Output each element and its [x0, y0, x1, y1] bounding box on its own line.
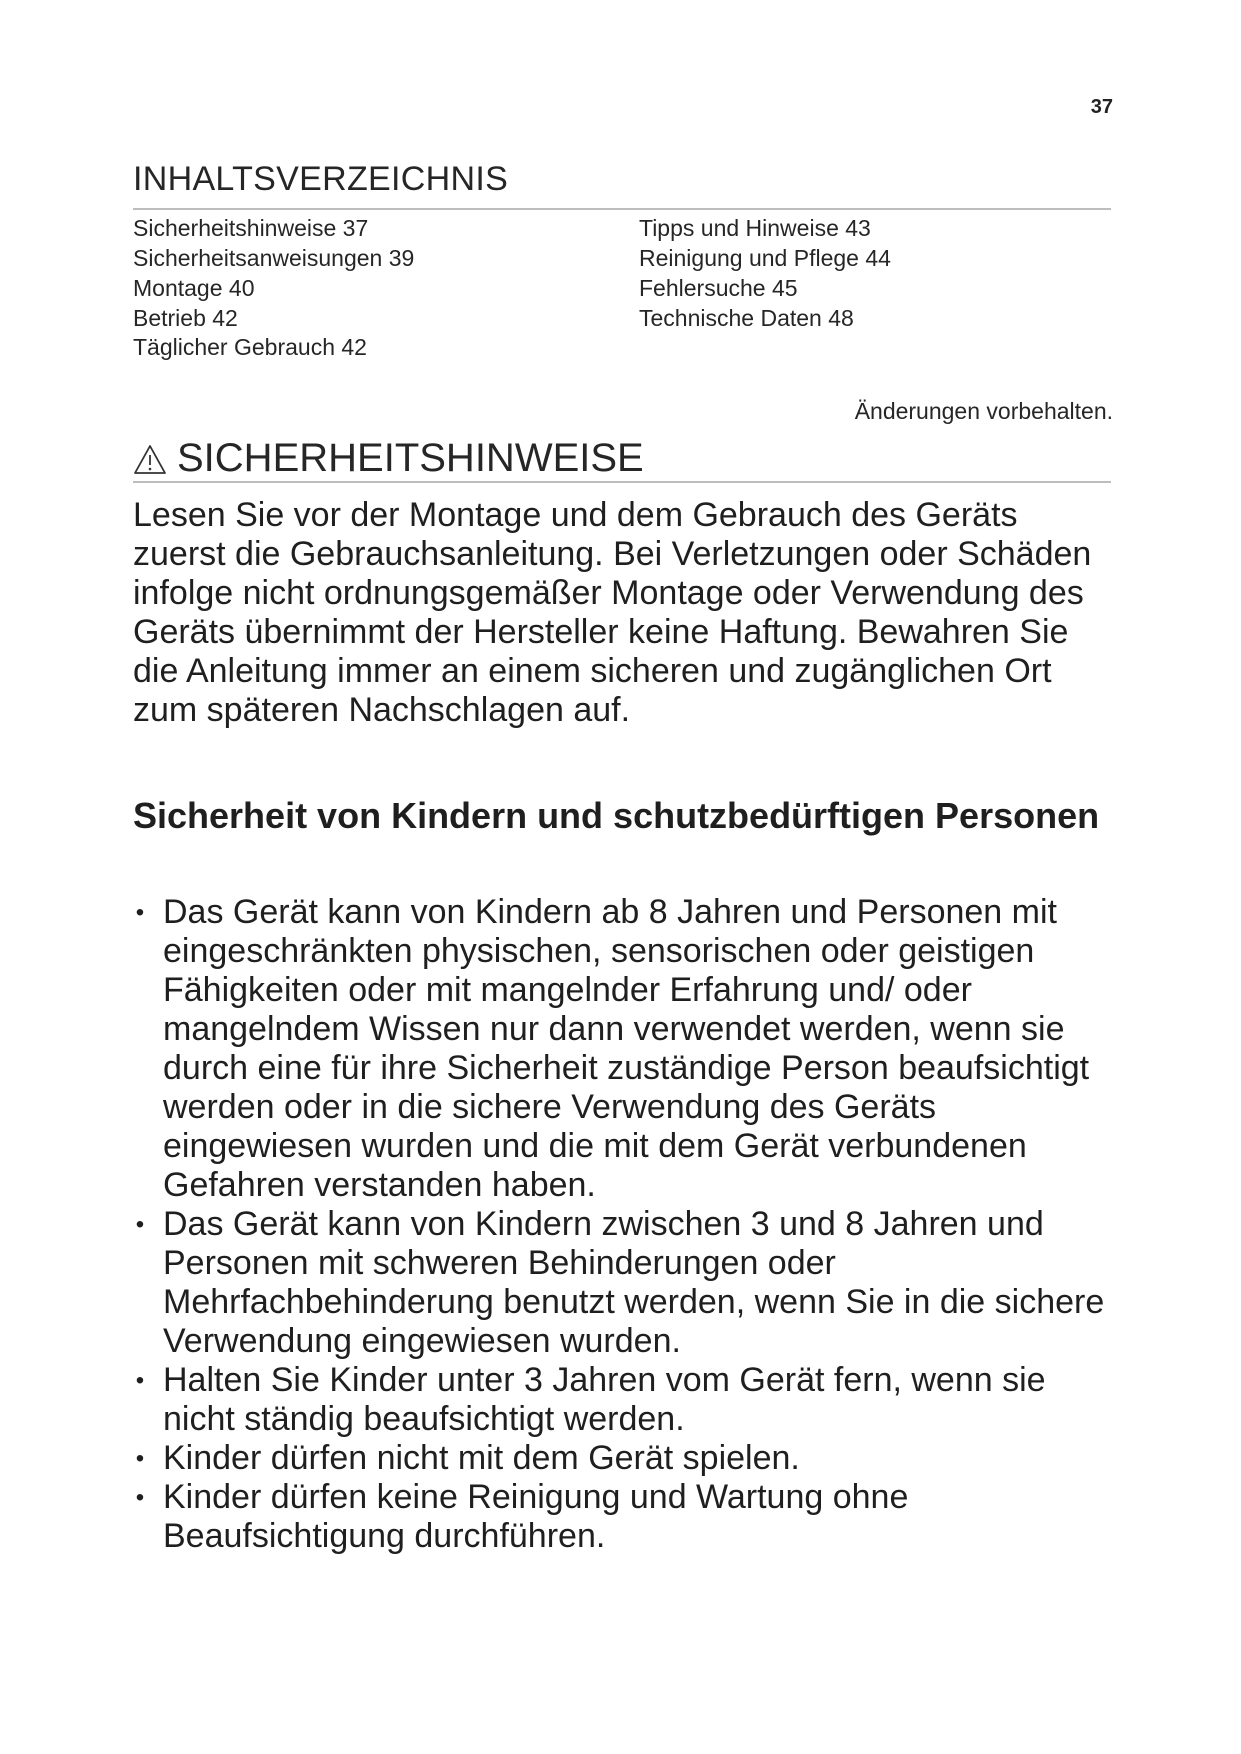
list-item	[133, 1205, 1118, 1361]
toc-entry: Sicherheitshinweise 37	[133, 215, 369, 241]
toc-entry: Fehlersuche 45	[639, 275, 798, 301]
toc-entry: Tipps und Hinweise 43	[639, 215, 871, 241]
toc-title: INHALTSVERZEICHNIS	[133, 160, 509, 198]
list-item-text: Kinder dürfen nicht mit dem Gerät spielen.	[163, 1439, 800, 1477]
warning-triangle-icon	[133, 444, 167, 475]
bullet-icon: •	[135, 1367, 145, 1394]
list-item-text: Halten Sie Kinder unter 3 Jahren vom Gerät fern, wenn sie nicht ständig beaufsichtigt werden.	[163, 1361, 1046, 1438]
toc-right-column	[639, 213, 891, 333]
toc-divider	[133, 208, 1111, 210]
toc-entry: Technische Daten 48	[639, 305, 854, 331]
list-item	[133, 1361, 1118, 1439]
safety-heading-text: SICHERHEITSHINWEISE	[177, 436, 644, 480]
toc-entry: Betrieb 42	[133, 305, 238, 331]
list-item-text: Das Gerät kann von Kindern ab 8 Jahren und Personen mit eingeschränkten physischen, sensorischen oder geistigen Fähigkeiten oder mit mangelnder Erfahrung und/ oder mangelndem Wissen nur dann verwendet werden, wenn sie durch eine für ihre Sicherheit zuständige Person beaufsichtigt werden oder in die sichere Verwendung des Geräts eingewiesen wurden und die mit dem Gerät verbundenen Gefahren verstanden haben.	[163, 893, 1090, 1204]
list-item-text: Das Gerät kann von Kindern zwischen 3 und 8 Jahren und Personen mit schweren Behinderungen oder Mehrfachbehinderung benutzt werden, wenn Sie in die sichere Verwendung eingewiesen wurden.	[163, 1205, 1105, 1360]
bullet-icon: •	[135, 1484, 145, 1511]
child-safety-heading: Sicherheit von Kindern und schutzbedürftigen Personen	[133, 795, 1100, 836]
list-item	[133, 1439, 1118, 1478]
toc-entry: Täglicher Gebrauch 42	[133, 334, 367, 360]
page-number: 37	[1090, 96, 1113, 118]
safety-intro: Lesen Sie vor der Montage und dem Gebrauch des Geräts zuerst die Gebrauchsanleitung. Bei Verletzungen oder Schäden infolge nicht ordnungsgemäßer Montage oder Verwendung des Geräts übernimmt der Hersteller keine Haftung. Bewahren Sie die Anleitung immer an einem sicheren und zugänglichen Ort zum späteren Nachschlagen auf.	[133, 496, 1092, 729]
child-safety-list	[133, 893, 1118, 1556]
bullet-icon: •	[135, 899, 145, 926]
toc-entry: Montage 40	[133, 275, 255, 301]
toc-entry: Reinigung und Pflege 44	[639, 245, 891, 271]
list-item	[133, 1478, 1118, 1556]
bullet-icon: •	[135, 1211, 145, 1238]
toc-entry: Sicherheitsanweisungen 39	[133, 245, 415, 271]
list-item	[133, 893, 1118, 1205]
list-item-text: Kinder dürfen keine Reinigung und Wartung ohne Beaufsichtigung durchführen.	[163, 1478, 909, 1555]
toc-left-column	[133, 213, 414, 361]
bullet-icon: •	[135, 1445, 145, 1472]
safety-section-heading	[133, 436, 644, 481]
safety-divider	[133, 481, 1111, 483]
changes-note: Änderungen vorbehalten.	[854, 398, 1113, 424]
